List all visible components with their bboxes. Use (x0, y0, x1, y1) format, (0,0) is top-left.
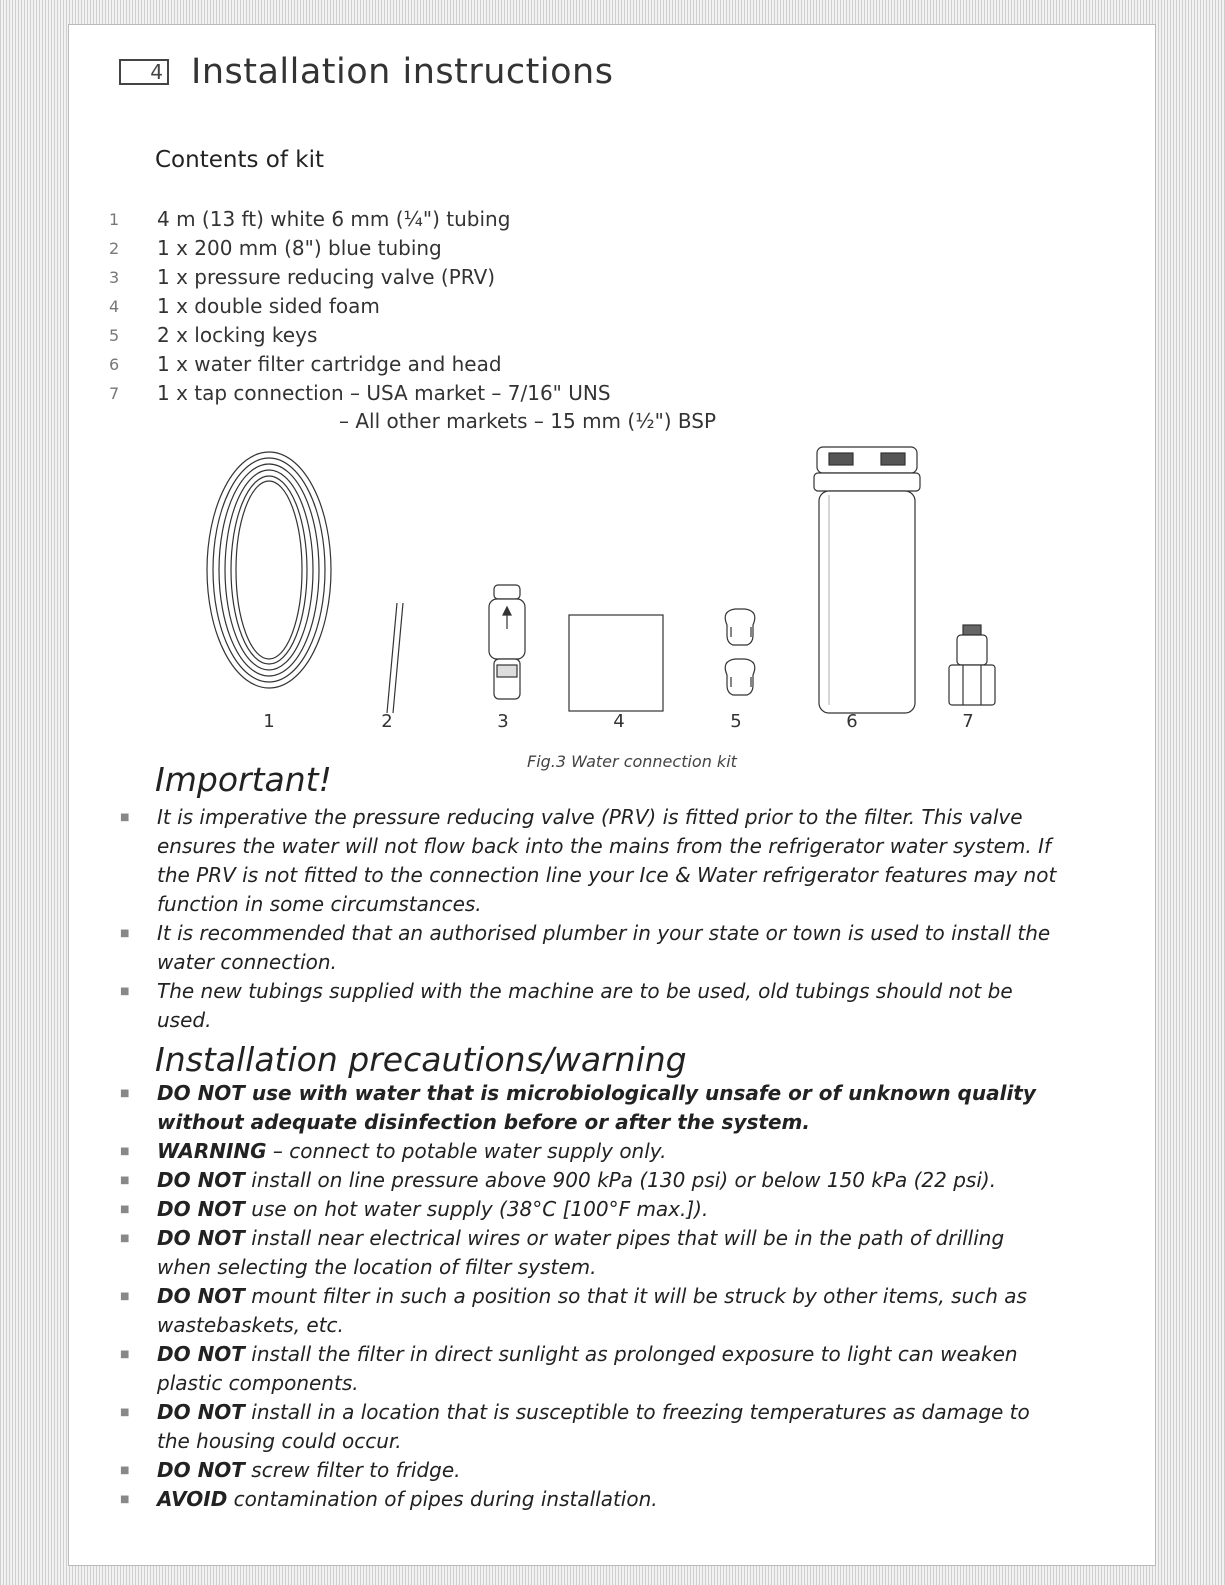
precaution-item (113, 1166, 1057, 1195)
kit-item (109, 350, 611, 379)
precaution-text: – connect to potable water supply only. (266, 1139, 667, 1163)
page-header (119, 47, 613, 97)
precaution-item (113, 1282, 1057, 1340)
figure-label: 5 (730, 711, 742, 732)
precaution-item (113, 1137, 1057, 1166)
precaution-lead: DO NOT (157, 1342, 245, 1366)
kit-item-text: 1 x 200 mm (8") blue tubing (157, 236, 442, 260)
precaution-text: install near electrical wires or water pipes that will be in the path of drilling when selecting the location of filter system. (157, 1226, 1005, 1279)
precaution-lead: DO NOT (157, 1197, 245, 1221)
water-filter-icon (814, 447, 920, 713)
kit-item (109, 234, 611, 263)
precaution-text: contamination of pipes during installation. (227, 1487, 658, 1511)
pressure-valve-icon (489, 585, 525, 699)
kit-item-text: 1 x pressure reducing valve (PRV) (157, 265, 496, 289)
kit-item (109, 379, 611, 408)
kit-item-number: 6 (109, 355, 120, 374)
kit-item-7-extra: – All other markets – 15 mm (½") BSP (339, 409, 717, 433)
precaution-item (113, 1398, 1057, 1456)
precaution-item (113, 1456, 1057, 1485)
page-number: 4 (150, 60, 163, 84)
page-title: Installation instructions (191, 52, 614, 92)
precaution-lead: DO NOT (157, 1226, 245, 1250)
blue-tubing-icon (387, 603, 403, 713)
figure-label: 7 (962, 711, 974, 732)
precaution-item (113, 1079, 1057, 1137)
kit-item-number: 2 (109, 239, 120, 258)
important-item: ■ It is recommended that an authorised plumber in your state or town is used to install the water connection. (113, 919, 1057, 977)
figure-caption: Fig.3 Water connection kit (527, 752, 737, 771)
important-list (113, 803, 1057, 1035)
kit-item-number: 4 (109, 297, 120, 316)
precaution-lead: DO NOT (157, 1284, 245, 1308)
figure-label: 1 (263, 711, 275, 732)
precaution-text: use on hot water supply (38°C [100°F max.]). (244, 1197, 709, 1221)
figure-label: 3 (497, 711, 509, 732)
contents-heading: Contents of kit (155, 147, 324, 173)
figure-label: 4 (613, 711, 625, 732)
precautions-heading: Installation precautions/warning (155, 1040, 687, 1079)
kit-item-number: 1 (109, 210, 120, 229)
tap-connection-icon (949, 625, 995, 705)
figure-label: 2 (381, 711, 393, 732)
precaution-text: mount filter in such a position so that it will be struck by other items, such as wastebaskets, etc. (157, 1284, 1027, 1337)
kit-illustration (169, 425, 1029, 715)
important-heading: Important! (155, 760, 332, 799)
precaution-text: install the filter in direct sunlight as prolonged exposure to light can weaken plastic components. (157, 1342, 1018, 1395)
important-item: ■ The new tubings supplied with the machine are to be used, old tubings should not be used. (113, 977, 1057, 1035)
precaution-item (113, 1195, 1057, 1224)
precaution-item (113, 1340, 1057, 1398)
kit-item-text: 1 x water filter cartridge and head (157, 352, 502, 376)
precaution-text: screw filter to fridge. (244, 1458, 461, 1482)
important-item: ■ It is imperative the pressure reducing valve (PRV) is fitted prior to the filter. This valve ensures the water will not flow back into the mains from the refrigerator water system. If the PRV is not fitted to the connection line your Ice & Water refrigerator features may not function in some circumstances. (113, 803, 1057, 919)
precaution-item (113, 1224, 1057, 1282)
kit-item-text: 2 x locking keys (157, 323, 318, 347)
kit-item (109, 263, 611, 292)
kit-item (109, 321, 611, 350)
kit-item-number: 7 (109, 384, 120, 403)
precaution-lead: WARNING (157, 1139, 267, 1163)
kit-item (109, 292, 611, 321)
kit-item-text: 1 x tap connection – USA market – 7/16" UNS (157, 381, 611, 405)
precaution-item (113, 1485, 1057, 1514)
precaution-text: install on line pressure above 900 kPa (130 psi) or below 150 kPa (22 psi). (244, 1168, 997, 1192)
precaution-lead: DO NOT (157, 1458, 245, 1482)
precautions-list (113, 1079, 1057, 1514)
kit-item-number: 3 (109, 268, 120, 287)
kit-list (109, 205, 611, 408)
precaution-text: install in a location that is susceptible to freezing temperatures as damage to the housing could occur. (157, 1400, 1030, 1453)
kit-item-text: 4 m (13 ft) white 6 mm (¼") tubing (157, 207, 511, 231)
precaution-lead: DO NOT (157, 1400, 245, 1424)
manual-page (68, 24, 1156, 1566)
precaution-text: DO NOT use with water that is microbiologically unsafe or of unknown quality without adequate disinfection before or after the system. (157, 1081, 1036, 1134)
page-number-box (119, 59, 169, 85)
coiled-tubing-icon (207, 452, 331, 688)
locking-keys-icon (725, 609, 755, 695)
kit-item-number: 5 (109, 326, 120, 345)
precaution-lead: AVOID (157, 1487, 228, 1511)
kit-item-text: 1 x double sided foam (157, 294, 380, 318)
kit-item (109, 205, 611, 234)
figure-label: 6 (846, 711, 858, 732)
precaution-lead: DO NOT (157, 1168, 245, 1192)
foam-pad-icon (569, 615, 663, 711)
